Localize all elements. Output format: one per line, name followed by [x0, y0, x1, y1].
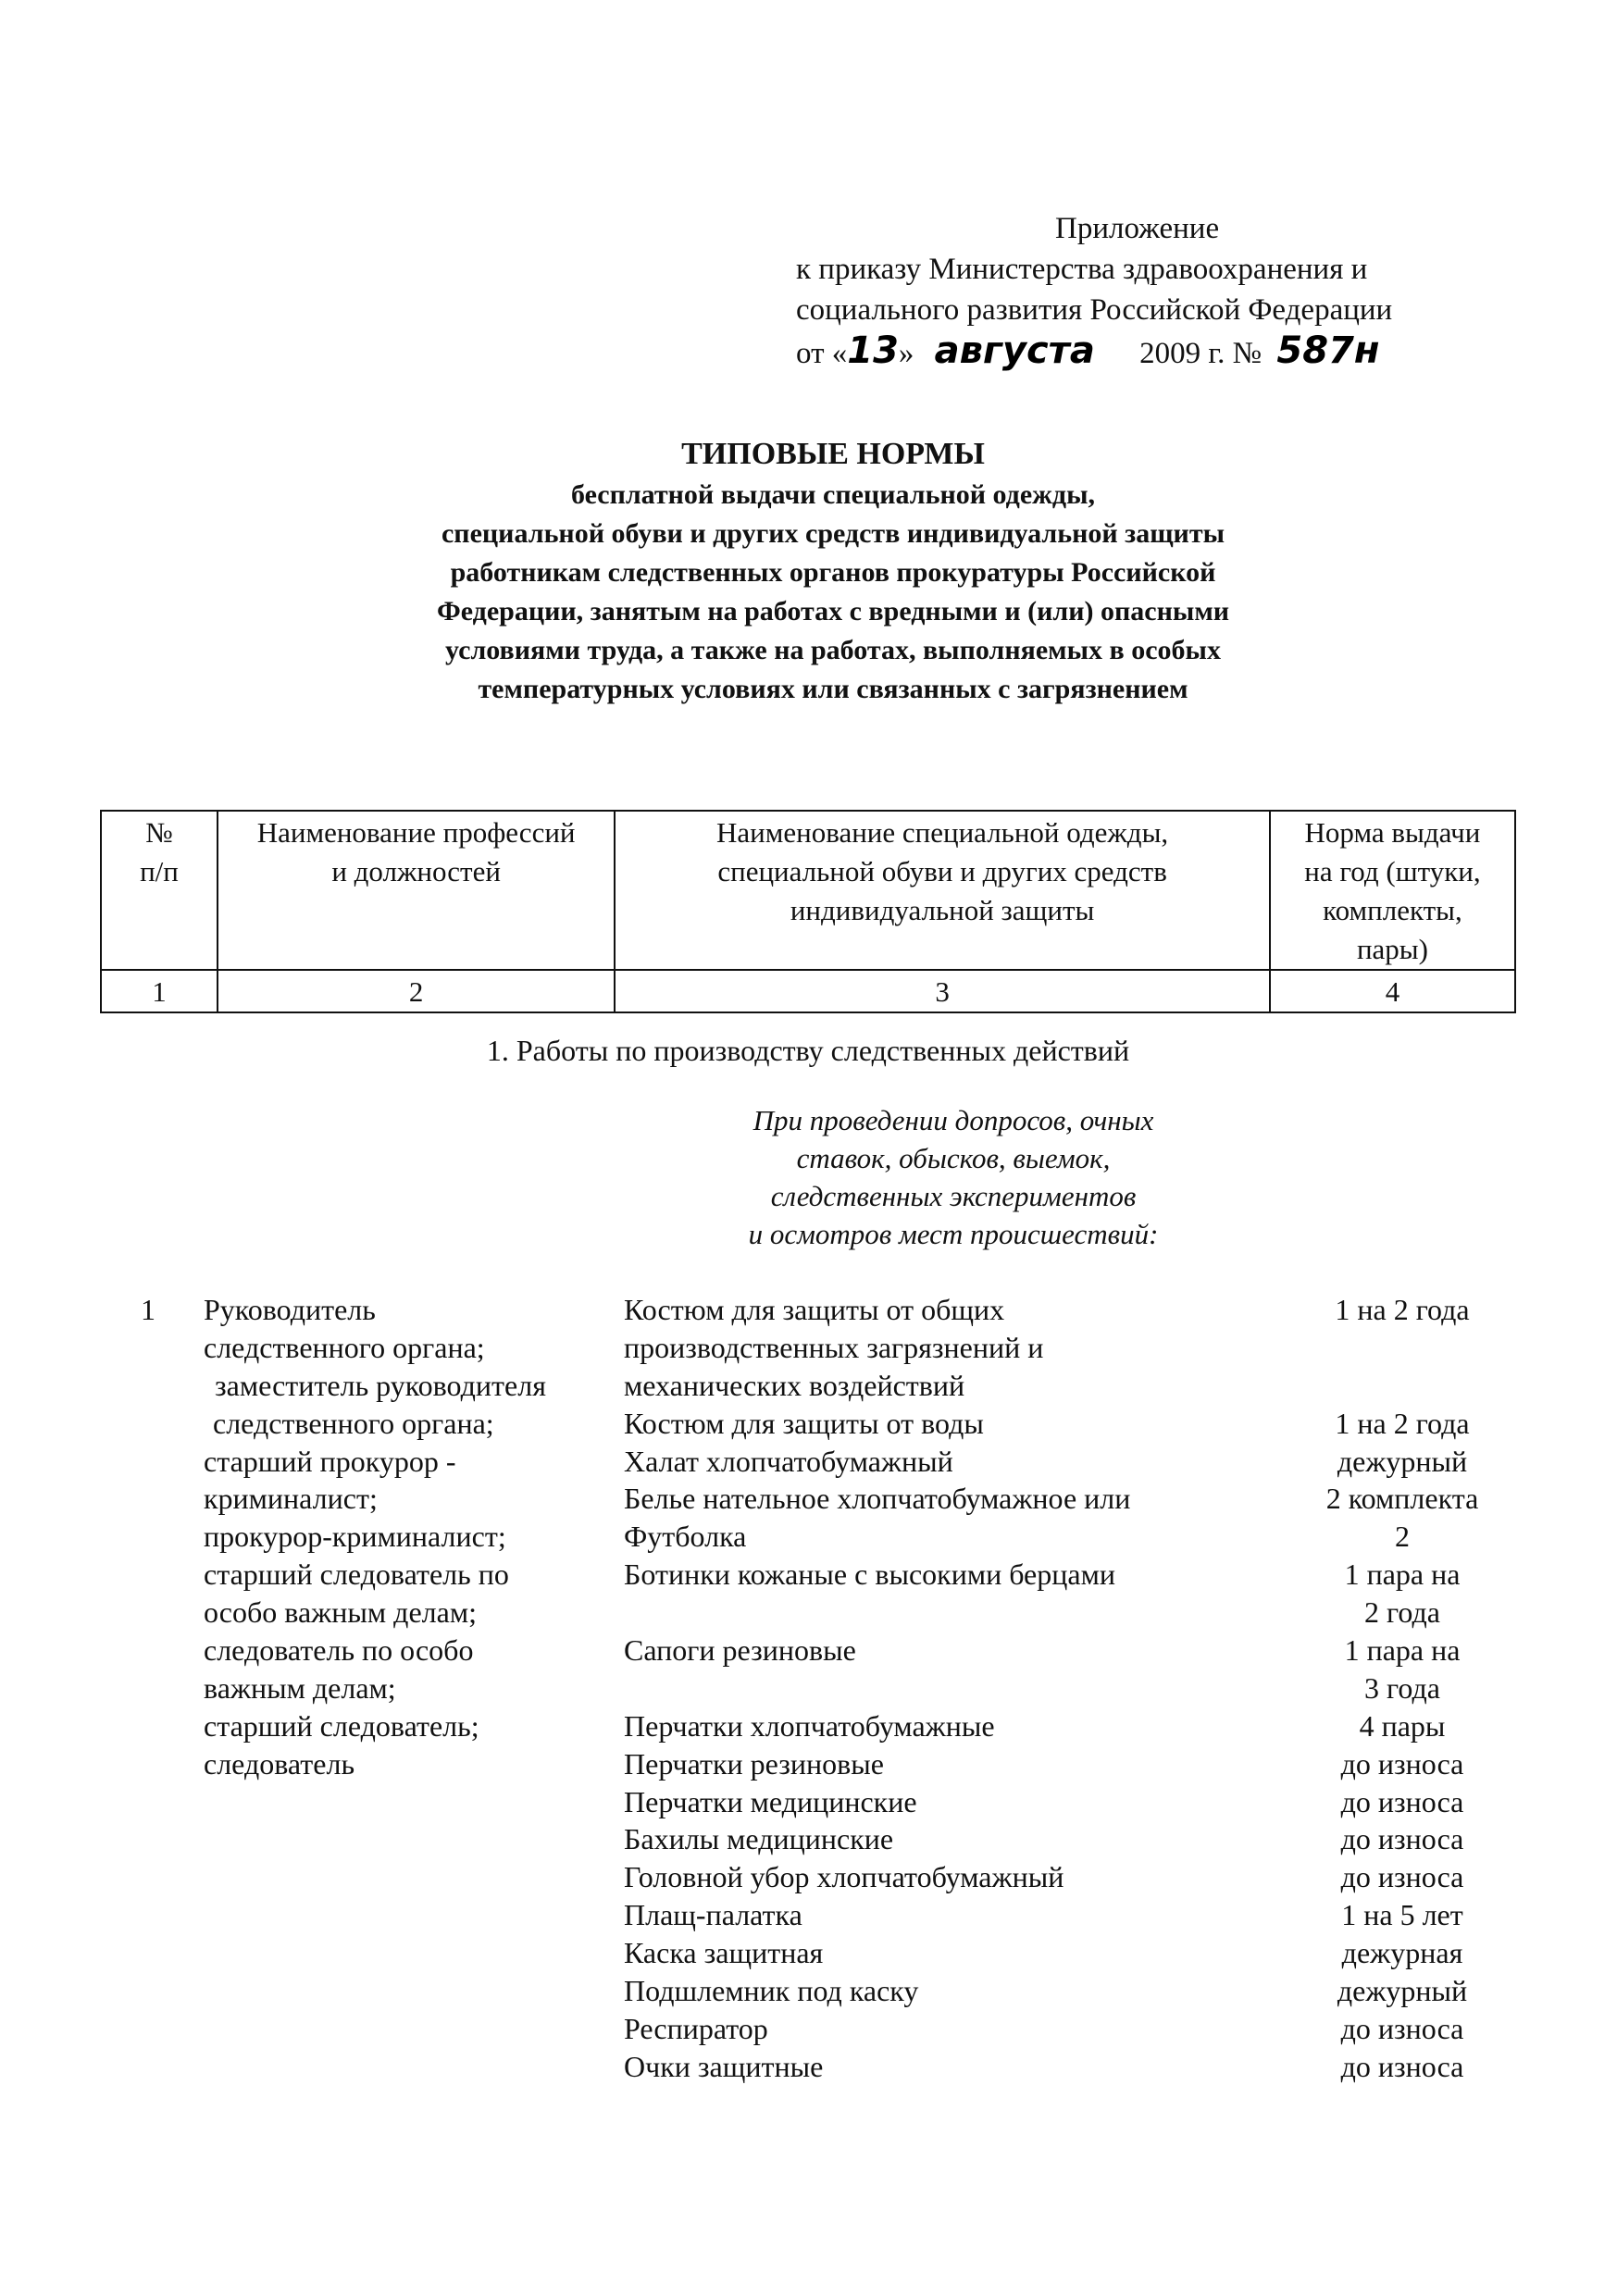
row-number: 1 — [141, 1293, 155, 1326]
norm-line: дежурный — [1337, 1444, 1468, 1478]
title-line: бесплатной выдачи специальной одежды, — [570, 479, 1096, 510]
norm-line — [1277, 1329, 1527, 1367]
profession-line: следственного органа; — [213, 1406, 494, 1440]
handwritten-day: 13 — [847, 329, 899, 372]
subtitle-line: При проведении допросов, очных — [753, 1104, 1154, 1136]
equipment-list — [624, 1291, 1130, 2086]
norm-line — [1277, 1367, 1527, 1405]
column-number: 4 — [1270, 970, 1515, 1012]
norm-line: до износа — [1340, 1860, 1464, 1894]
profession-line: следственного органа; — [204, 1330, 485, 1364]
profession-line: следователь по особо — [204, 1633, 474, 1668]
title-line: условиями труда, а также на работах, выполняемых в особых — [445, 635, 1221, 665]
title-line: работникам следственных органов прокуратуры Российской — [450, 557, 1216, 588]
norm-line: 3 года — [1364, 1670, 1440, 1705]
norm-line: дежурный — [1337, 1974, 1468, 2008]
norm-line: 1 на 2 года — [1335, 1406, 1470, 1440]
norm-line: до износа — [1340, 1746, 1464, 1781]
norm-line: дежурная — [1341, 1936, 1463, 1970]
column-number: 2 — [218, 970, 615, 1012]
equipment-line: Плащ-палатка — [624, 1898, 802, 1932]
norm-line: до износа — [1340, 1822, 1464, 1856]
profession-line: старший следователь по — [204, 1558, 509, 1592]
date-prefix: от « — [796, 337, 848, 370]
header-equipment: Наименование специальной одежды, специальной обуви и других средств индивидуальной защиты — [615, 811, 1270, 970]
norm-line: 1 пара на — [1344, 1633, 1461, 1668]
equipment-line: Очки защитные — [624, 2049, 824, 2083]
header-norm: Норма выдачи на год (штуки, комплекты, пары) — [1270, 811, 1515, 970]
appendix-title: Приложение — [1055, 212, 1220, 245]
equipment-line: Футболка — [624, 1520, 747, 1554]
equipment-line: Костюм для защиты от воды — [624, 1406, 984, 1440]
equipment-line: Халат хлопчатобумажный — [624, 1444, 953, 1478]
table-header-row — [101, 811, 1515, 970]
title-line: температурных условиях или связанных с загрязнением — [478, 674, 1188, 704]
column-number: 3 — [615, 970, 1270, 1012]
document-title-block — [278, 433, 1388, 709]
norms-list — [1277, 1291, 1527, 2086]
equipment-line: Головной убор хлопчатобумажный — [624, 1860, 1064, 1894]
norm-line: 2 комплекта — [1325, 1482, 1479, 1516]
norm-line: 1 на 5 лет — [1341, 1898, 1463, 1932]
profession-line: старший прокурор - — [204, 1444, 456, 1478]
appendix-block — [796, 208, 1555, 371]
norm-line: 2 года — [1364, 1595, 1440, 1630]
table-column-numbers-row — [101, 970, 1515, 1012]
title-line: Федерации, занятым на работах с вредными и (или) опасными — [436, 596, 1230, 627]
handwritten-number: 587н — [1276, 329, 1380, 372]
profession-line: прокурор-криминалист; — [204, 1520, 506, 1554]
equipment-line: Каска защитная — [624, 1936, 824, 1970]
section-subtitle — [583, 1101, 1324, 1253]
appendix-order-line: к приказу Министерства здравоохранения и — [796, 253, 1368, 286]
profession-line: важным делам; — [204, 1670, 396, 1705]
date-mid: » — [898, 337, 914, 370]
subtitle-line: следственных экспериментов — [770, 1180, 1137, 1212]
column-number: 1 — [101, 970, 218, 1012]
profession-line: криминалист; — [204, 1482, 378, 1516]
appendix-date-line — [796, 330, 1555, 371]
professions-list — [204, 1291, 546, 1783]
norms-table-header — [100, 810, 1516, 1013]
equipment-line: Сапоги резиновые — [624, 1633, 856, 1668]
subtitle-line: и осмотров мест происшествий: — [748, 1218, 1159, 1250]
header-profession: Наименование профессий и должностей — [218, 811, 615, 970]
equipment-line: производственных загрязнений и — [624, 1330, 1044, 1364]
norm-line: до износа — [1340, 2011, 1464, 2045]
norm-line: 4 пары — [1359, 1708, 1446, 1743]
profession-line: заместитель руководителя — [215, 1368, 546, 1402]
equipment-line — [624, 1594, 1130, 1632]
section-title: 1. Работы по производству следственных действий — [486, 1034, 1130, 1067]
equipment-line: Перчатки медицинские — [624, 1784, 917, 1818]
profession-line: особо важным делам; — [204, 1595, 477, 1630]
equipment-line: Перчатки хлопчатобумажные — [624, 1708, 995, 1743]
title-line: специальной обуви и других средств индивидуальной защиты — [441, 518, 1225, 549]
header-number: № п/п — [101, 811, 218, 970]
norm-line: 1 пара на — [1344, 1558, 1461, 1592]
equipment-line: Белье нательное хлопчатобумажное или — [624, 1482, 1131, 1516]
subtitle-line: ставок, обысков, выемок, — [796, 1142, 1111, 1174]
equipment-line: Подшлемник под каску — [624, 1974, 919, 2008]
document-title: ТИПОВЫЕ НОРМЫ — [681, 437, 985, 471]
equipment-line: Ботинки кожаные с высокими берцами — [624, 1558, 1115, 1592]
profession-line: Руководитель — [204, 1293, 376, 1326]
equipment-line — [624, 1669, 1130, 1707]
year-text: 2009 г. № — [1139, 337, 1263, 370]
profession-line: следователь — [204, 1746, 355, 1781]
equipment-line: механических воздействий — [624, 1368, 965, 1402]
norm-line: до износа — [1340, 2049, 1464, 2083]
equipment-line: Респиратор — [624, 2011, 768, 2045]
appendix-ministry-line: социального развития Российской Федерации — [796, 293, 1393, 327]
profession-line: старший следователь; — [204, 1708, 479, 1743]
norm-line: 1 на 2 года — [1335, 1293, 1470, 1326]
norm-line: 2 — [1395, 1520, 1410, 1554]
norm-line: до износа — [1340, 1784, 1464, 1818]
equipment-line: Костюм для защиты от общих — [624, 1293, 1005, 1326]
equipment-line: Перчатки резиновые — [624, 1746, 884, 1781]
equipment-line: Бахилы медицинские — [624, 1822, 894, 1856]
handwritten-month: августа — [934, 329, 1095, 372]
